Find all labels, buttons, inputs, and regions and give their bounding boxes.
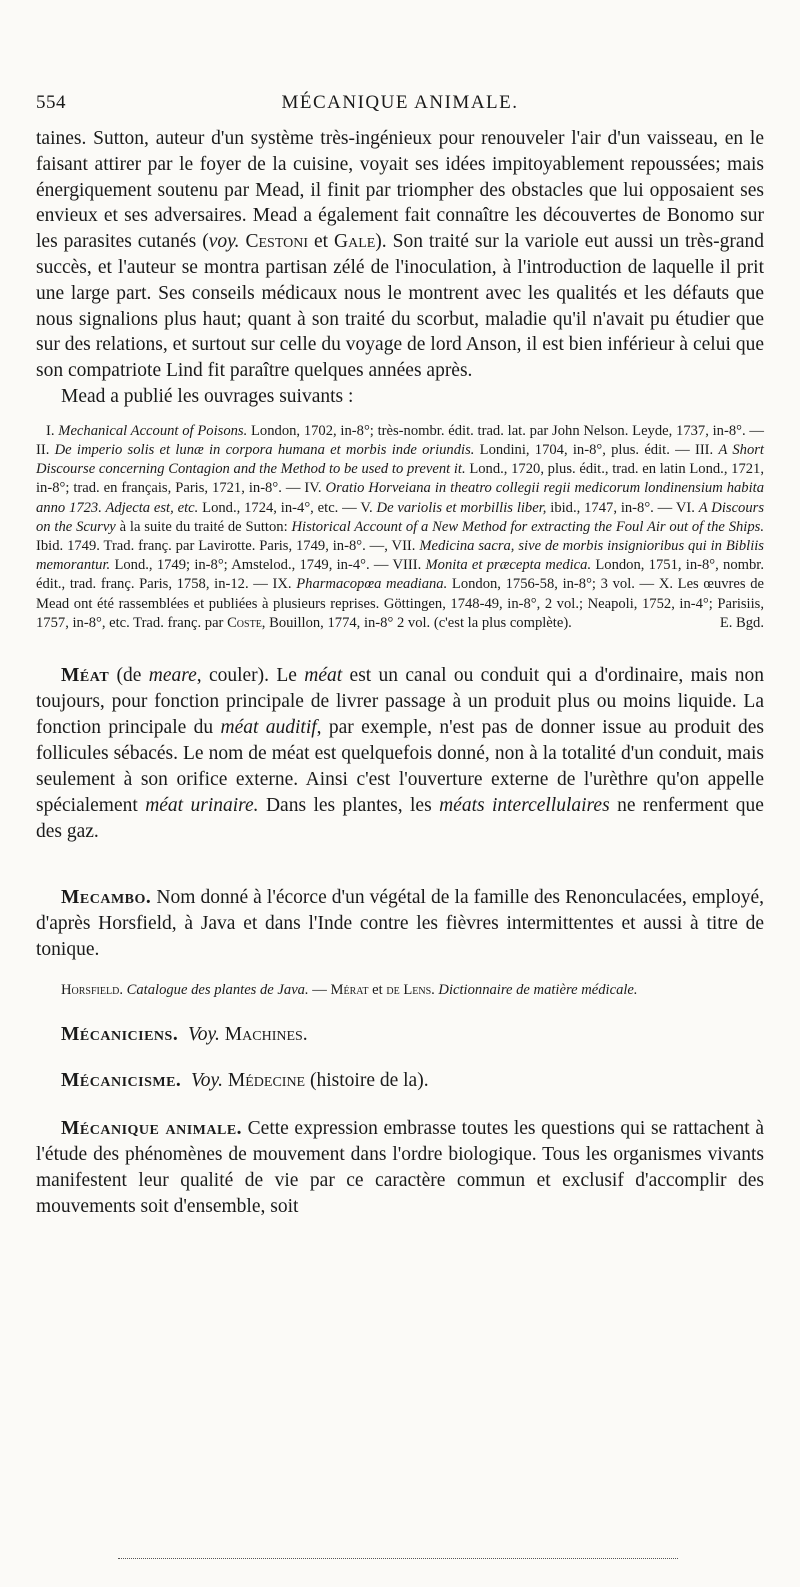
running-title: MÉCANIQUE ANIMALE. bbox=[281, 92, 519, 113]
entry-mecambo bbox=[36, 885, 764, 963]
text-run: Dans les plantes, les bbox=[258, 795, 440, 816]
work-title: Medicina sacra, sive de morbis insignioribus qui in Bibliis memorantur. bbox=[36, 537, 764, 574]
voy-reference: Voy. bbox=[187, 1024, 220, 1045]
text-run: London, 1756-58, in-8°; 3 vol. — X. Les œuvres de Mead ont été rassemblées et publiées à plusieurs reprises. Göttingen, 1748-49, in-8°, 2 vol.; Neapoli, 1752, in-4°; Parisiis, 1757, in-8°, etc. Trad. franç. par bbox=[36, 576, 764, 631]
work-title: Monita et præcepta medica. bbox=[425, 557, 592, 574]
cross-ref-gale: Gale bbox=[334, 231, 376, 253]
work-title: Historical Account of a New Method for extracting the Foul Air out of the Ships. bbox=[291, 518, 764, 535]
text-run: Lond., 1720, plus. édit., trad. en latin Lond., 1721, in-8°; trad. en français, Paris, 1721, in-8°. — IV. bbox=[36, 461, 765, 497]
work-title: Dictionnaire de matière médicale. bbox=[434, 982, 638, 998]
work-title: Oratio Horveiana in theatro collegii regii medicorum londinensium habita anno 1723. Adjecta est, etc. bbox=[36, 480, 765, 516]
text-run: Lond., 1749; in-8°; Amstelod., 1749, in-4°. — VIII. bbox=[110, 557, 426, 574]
text-run: ne renferment que des gaz. bbox=[36, 795, 764, 842]
mead-works-intro: Mead a publié les ouvrages suivants : bbox=[61, 385, 354, 407]
mead-bibliography bbox=[36, 422, 764, 633]
text-run: Nom donné à l'écorce d'un végétal de la famille des Renonculacées, employé, d'après Horsfield, à Java et dans l'Inde contre les fièvres intermittentes et aussi à titre de tonique. bbox=[36, 887, 764, 960]
text-run-italic: meare bbox=[148, 665, 197, 686]
cross-ref-target: Médecine bbox=[227, 1070, 306, 1091]
text-run: Cette expression embrasse toutes les questions qui se rattachent à l'étude des phénomènes de mouvement dans l'ordre biologique. Tous les organismes vivants manifestent leur qualité de vie par ce caractère commun et exclusif d'accomplir des mouvements soit d'ensemble, soit bbox=[36, 1118, 764, 1217]
entry-headword: Mécanique animale. bbox=[61, 1118, 243, 1139]
cross-ref-target: Machines. bbox=[224, 1024, 308, 1045]
text-run: ). Son traité sur la variole eut aussi un très-grand succès, et l'auteur se montra partisan zélé de l'inoculation, à l'introduction de laquelle il prit une large part. Ses conseils médicaux nous le montrent avec les qualités et les défauts que nous signalions plus haut; quant à son traité du scorbut, maladie qu'il n'avait pu étudier que sur des relations, et surtout sur celle du voyage de lord Anson, il est bien inférieur à celui que son compatriote Lind fit paraître quelques années après. bbox=[36, 231, 764, 382]
text-run: (histoire de la). bbox=[305, 1070, 429, 1091]
page-header bbox=[36, 92, 764, 122]
voy-reference: voy. bbox=[208, 231, 240, 253]
text-run-italic: méat urinaire. bbox=[145, 795, 259, 816]
text-run: I. bbox=[46, 422, 59, 439]
author-name: Horsfield. bbox=[61, 982, 123, 998]
text-run: , par exemple, n'est pas de donner issue au produit des follicules sébacés. Le nom de méat est quelquefois donné, non à la totalité d'un conduit, mais seulement à son orifice externe. Ainsi c'est l'ouverture externe de l'urèthre qu'on appelle spécialement bbox=[36, 717, 764, 816]
mead-paragraph-continued bbox=[36, 126, 764, 384]
text-run: , Bouillon, 1774, in-8° 2 vol. (c'est la plus complète). bbox=[261, 614, 572, 631]
author-name: Coste bbox=[227, 614, 262, 631]
voy-reference: Voy. bbox=[191, 1070, 224, 1091]
text-run: — bbox=[308, 982, 331, 998]
entry-meat bbox=[36, 663, 764, 845]
work-title: A Short Discourse concerning Contagion and the Method to be used to prevent it. bbox=[36, 441, 764, 478]
author-signature: E. Bgd. bbox=[719, 614, 764, 631]
entry-headword: Méat bbox=[61, 665, 110, 686]
author-name: de Lens. bbox=[386, 982, 435, 998]
page-body bbox=[36, 126, 764, 1220]
text-run-italic: méat bbox=[304, 665, 343, 686]
entry-headword: Mécaniciens. bbox=[61, 1024, 179, 1045]
work-title: Pharmacopœa meadiana. bbox=[296, 576, 448, 593]
text-run: et bbox=[308, 231, 334, 253]
text-run: taines. Sutton, auteur d'un système très-ingénieux pour renouveler l'air d'un vaisseau, en le faisant attirer par le foyer de la cuisine, voyait ses idées impitoyablement repoussées; mais énergiquement soutenu par Mead, il finit par triompher des obstacles que lui opposaient ses envieux et ses adversaires. Mead a également fait connaître les découvertes de Bonomo sur les parasites cutanés ( bbox=[36, 128, 764, 253]
text-run: (de bbox=[109, 665, 149, 686]
entry-headword: Mécanicisme. bbox=[61, 1070, 182, 1091]
footer-divider bbox=[118, 1558, 678, 1559]
mecambo-references bbox=[36, 981, 764, 1000]
work-title: De variolis et morbillis liber, bbox=[376, 499, 547, 516]
work-title: Mechanical Account of Poisons. bbox=[58, 422, 248, 439]
text-run-italic: méats intercellulaires bbox=[439, 795, 610, 816]
text-run: Londini, 1704, in-8°, plus. édit. — III. bbox=[474, 441, 719, 458]
text-run: Ibid. 1749. Trad. franç. par Lavirotte. Paris, 1749, in-8°. —, VII. bbox=[36, 537, 420, 554]
text-run: et bbox=[368, 982, 387, 998]
work-title: De imperio solis et lunæ in corpora humana et morbis inde oriundis. bbox=[54, 441, 475, 458]
text-run: Lond., 1724, in-4°, etc. — V. bbox=[198, 499, 377, 516]
text-run: , couler). Le bbox=[196, 665, 305, 686]
entry-mecanicisme bbox=[36, 1068, 764, 1094]
text-run-italic: méat auditif bbox=[220, 717, 317, 738]
page-number: 554 bbox=[36, 92, 66, 113]
text-run: est un canal ou conduit qui a d'ordinaire, mais non toujours, pour fonction principale de livrer passage à un produit plus ou moins liquide. La fonction principale du bbox=[36, 665, 764, 738]
entry-headword: Mecambo. bbox=[61, 887, 152, 908]
work-title: A Discours on the Scurvy bbox=[36, 499, 764, 535]
work-title: Catalogue des plantes de Java. bbox=[122, 982, 309, 998]
entry-mecaniciens bbox=[36, 1022, 764, 1048]
text-run: London, 1751, in-8°, nombr. édit., trad. franç. Paris, 1758, in-12. — IX. bbox=[36, 557, 764, 593]
author-name: Mérat bbox=[330, 982, 369, 998]
text-run: à la suite du traité de Sutton: bbox=[115, 518, 292, 535]
cross-ref-cestoni: Cestoni bbox=[245, 231, 309, 253]
entry-mecanique-animale bbox=[36, 1116, 764, 1220]
text-run: London, 1702, in-8°; très-nombr. édit. trad. lat. par John Nelson. Leyde, 1737, in-8°. — II. bbox=[36, 422, 764, 458]
text-run: ibid., 1747, in-8°. — VI. bbox=[546, 499, 699, 516]
